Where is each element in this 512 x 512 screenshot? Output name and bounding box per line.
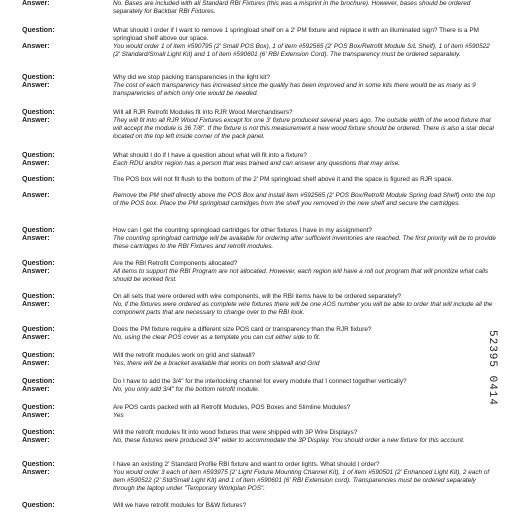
question-text: How can I get the counting springload cartridges for other fixtures I have in my assignment? [113,227,372,234]
question-text: Are the RBI Retrofit Components allocated? [113,260,238,267]
answer-label: Answer: [22,117,50,124]
answer-label: Answer: [22,0,50,7]
question-label: Question: [22,461,55,468]
question-text: What should I do if I have a question about what will fit into a fixture? [113,152,307,159]
answer-label: Answer: [22,235,50,242]
answer-label: Answer: [22,82,50,89]
answer-label: Answer: [22,43,50,50]
answer-text: Remove the PM shelf directly above the POS Box and install item #592565 (2' POS Box/Retrofit Module Spring load Shelf) onto the top of the POS box. Place the PM springload cartridges from the shelf you removed in the new shelf and secure the cartridges. [113,192,496,207]
answer-text: No, using the clear POS cover as a template you can cut either side to fit. [113,334,321,341]
answer-label: Answer: [22,437,50,444]
answer-text: Each RDU and/or region has a person that was trained and can answer any questions that may arise. [113,160,401,167]
question-label: Question: [22,429,55,436]
question-label: Question: [22,378,55,385]
question-label: Question: [22,227,55,234]
question-text: Why did we stop packing transparencies in the light kit? [113,74,271,81]
question-text: The POS box will not fit flush to the bottom of the 2' PM springload shelf above it and the space is figured as RJR space. [113,176,454,183]
answer-label: Answer: [22,360,50,367]
question-text: Will the retrofit modules work on grid and slatwall? [113,352,256,359]
question-text: Will the retrofit modules fit into wood fixtures that were shipped with 3P Wire Displays? [113,429,358,436]
question-label: Question: [22,293,55,300]
question-text: Will all RJR Retrofit Modules fit into RJR Wood Merchandisers? [113,109,293,116]
answer-label: Answer: [22,160,50,167]
question-label: Question: [22,176,55,183]
question-label: Question: [22,502,55,509]
answer-text: The counting springload cartridge will be available for ordering after sufficient inventories are reached. The first priority will be to provide these cartridges to the RBI Fixtures and retrofit modules. [113,235,496,250]
answer-label: Answer: [22,334,50,341]
answer-text: No, if the fixtures were ordered as complete wire fixtures there will be one AOS number you will be able to order that will include all the component parts that are necessary to change over to the RBI look. [113,301,493,316]
question-text: On all sets that were ordered with wire components, will the RBI items have to be ordered separately? [113,293,402,300]
answer-label: Answer: [22,192,50,199]
question-text: What should I order if I want to remove 1 springload shelf on a 2' PM fixture and replace it with an illuminated sign? There is a PM springload shelf above our space. [113,27,479,42]
question-label: Question: [22,326,55,333]
answer-text: No. Bases are included with all Standard RBI Fixtures (this was a misprint in the brochure). However, bases should be ordered separately for Backbar RBI Fixtures. [113,0,471,15]
answer-text: The cost of each transparency has increased since the quality has been improved and in some kits there would be as many as 9 transparencies of which only one would be needed. [113,82,476,97]
question-label: Question: [22,27,55,34]
document-code: 52395 0414 [486,330,498,407]
answer-text: No, these fixtures were produced 3/4" wider to accommodate the 3P Display. You should order a new fixture for this account. [113,437,465,444]
answer-label: Answer: [22,469,50,476]
question-text: Does the PM fixture require a different size POS card or transparency than the RJR fixture? [113,326,372,333]
question-text: Do I have to add the 3/4" for the interlocking channel for every module that I connect together vertically? [113,378,407,385]
question-text: I have an existing 2' Standard Profile RBI fixture and want to order lights. What should I order? [113,461,380,468]
question-label: Question: [22,260,55,267]
answer-label: Answer: [22,268,50,275]
answer-text: Yes, there will be a bracket available that works on both slatwall and Grid [113,360,320,367]
question-label: Question: [22,152,55,159]
answer-text: You would order 1 of item #590795 (2' Small POS Box), 1 of item #592565 (2' POS Box/Retrofit Module S/L Shelf), 1 of item #590522 (2' Standard/Small Light Kit) and 1 of item #590601 (6' RBI Extension Cord). The transparency must be ordered separately. [113,43,490,58]
answer-text: All items to support the RBI Program are not allocated. However, each region will have a roll out program that will prioritize what calls should be worked first. [113,268,489,283]
answer-label: Answer: [22,412,50,419]
question-label: Question: [22,404,55,411]
question-text: Will we have retrofit modules for B&W fixtures? [113,502,247,509]
question-text: Are POS cards packed with all Retrofit Modules, POS Boxes and Slimline Modules? [113,404,351,411]
question-label: Question: [22,109,55,116]
answer-label: Answer: [22,301,50,308]
question-label: Question: [22,352,55,359]
answer-text: Yes [113,412,124,419]
answer-label: Answer: [22,386,50,393]
answer-text: They will fit into all RJR Wood Fixtures except for one 3' fixture produced several years ago. The outside width of the wood fixture that will accept the module is 36 7/8". If the fixture is not this measurement a new wood fixture should be ordered. There is also a star decal located on the top left inside corner of the pack panel. [113,117,494,140]
question-label: Question: [22,74,55,81]
answer-text: You would order 3 each of item #593975 (2' Light Fixture Mounting Channel Kit), 1 of item #590501 (2' Enhanced Light Kit), 2 each of item #590522 (2' Std/Small Light Kit) and 1 of item #590601 (6' RBI Extension cord). Transparencies must be ordered separately through the laptop under "Temporary Workplan POS". [113,469,490,492]
answer-text: No, you only add 3/4" for the bottom retrofit module. [113,386,260,393]
